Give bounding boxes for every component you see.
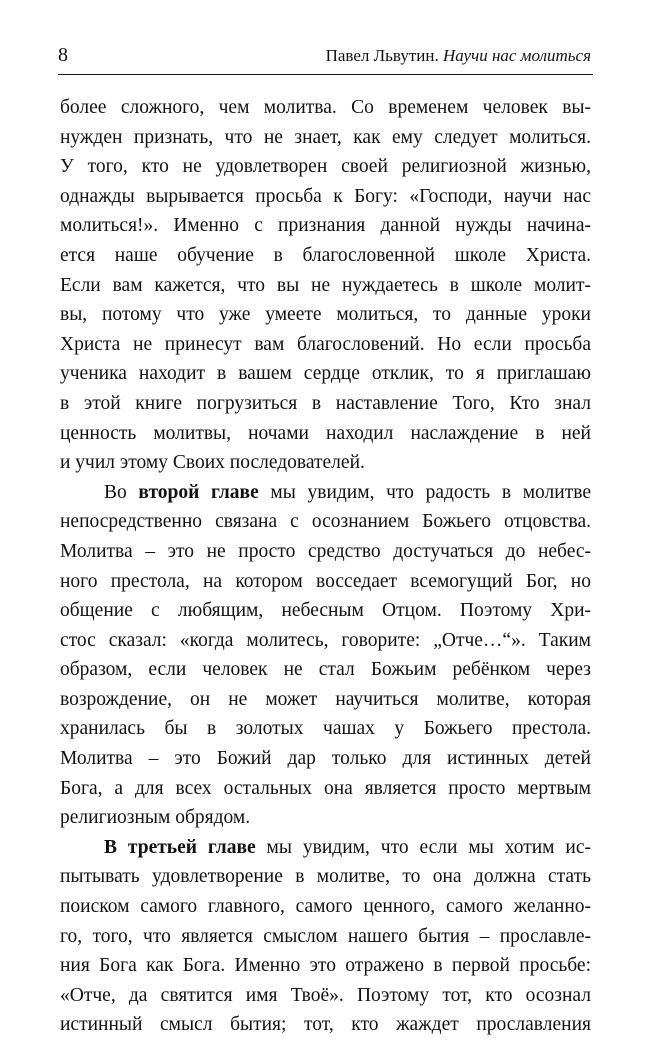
text-line: непосредственно связана с осознанием Божьего отцовства. xyxy=(60,511,591,533)
chapter-reference: В третьей главе xyxy=(104,836,256,858)
text-line: в этой книге погрузиться в наставление Того, Кто знал xyxy=(60,392,591,414)
text-line: го, того, что является смыслом нашего бытия – прославле- xyxy=(60,925,591,947)
header-rule xyxy=(58,74,593,75)
text-line: религиозным обрядом. xyxy=(60,807,251,829)
text-line: стос сказал: «когда молитесь, говорите: „Отче…“». Таким xyxy=(60,629,591,651)
text-line: ется наше обучение в благословенной школе Христа. xyxy=(60,244,591,266)
text-line: возрождение, он не может научиться молитве, которая xyxy=(60,688,591,710)
text-line: образом, если человек не стал Божьим ребёнком через xyxy=(60,659,591,681)
text-line: общение с любящим, небесным Отцом. Поэтому Хри- xyxy=(60,600,591,622)
page-number: 8 xyxy=(58,44,68,66)
text-run: мы увидим, что радость в молитве xyxy=(258,481,591,503)
chapter-reference: второй главе xyxy=(138,481,259,503)
paragraph-2 xyxy=(60,478,591,833)
running-title xyxy=(326,44,591,68)
text-line xyxy=(60,833,591,863)
text-line: и учил этому Своих последователей. xyxy=(60,452,365,474)
text-run: мы увидим, что если мы хотим ис- xyxy=(255,836,591,858)
paragraph-3 xyxy=(60,833,591,1040)
text-line: ученика находит в вашем сердце отклик, то я приглашаю xyxy=(60,363,591,385)
text-line: Молитва – это Божий дар только для истинных детей xyxy=(60,748,591,770)
author-name: Павел Львутин. xyxy=(325,46,439,65)
running-header xyxy=(58,42,591,72)
text-line: более сложного, чем молитва. Со временем человек вы- xyxy=(60,97,591,118)
text-line: Молитва – это не просто средство достучаться до небес- xyxy=(60,540,591,562)
text-line: Если вам кажется, что вы не нуждаетесь в школе молит- xyxy=(60,274,591,296)
text-line: молиться!». Именно с признания данной нужды начина- xyxy=(60,215,591,237)
text-line: истинный смысл бытия; тот, кто жаждет прославления xyxy=(60,1014,591,1036)
text-line xyxy=(60,478,591,508)
text-line: однажды вырывается просьба к Богу: «Господи, научи нас xyxy=(60,185,591,207)
text-line: ния Бога как Бога. Именно это отражено в первой просьбе: xyxy=(60,955,591,977)
text-line: ценность молитвы, ночами находил наслаждение в ней xyxy=(60,422,591,444)
text-line: вы, потому что уже умеете молиться, то данные уроки xyxy=(60,304,591,326)
text-line: Христа не принесут вам благословений. Но если просьба xyxy=(60,333,591,355)
text-line: хранилась бы в золотых чашах у Божьего престола. xyxy=(60,718,591,740)
text-line: Бога, а для всех остальных она является просто мертвым xyxy=(60,777,591,799)
body-text xyxy=(60,93,591,1040)
text-line: нужден признать, что не знает, как ему следует молиться. xyxy=(60,126,591,148)
text-line: «Отче, да святится имя Твоё». Поэтому тот, кто осознал xyxy=(60,984,591,1006)
text-line: поиском самого главного, самого ценного, самого желанно- xyxy=(60,896,591,918)
text-line: У того, кто не удовлетворен своей религиозной жизнью, xyxy=(60,156,591,178)
book-title: Научи нас молиться xyxy=(443,46,591,65)
paragraph-1 xyxy=(60,93,591,478)
text-run: Во xyxy=(104,481,139,503)
text-line: пытывать удовлетворение в молитве, то она должна стать xyxy=(60,866,591,888)
text-line: ного престола, на котором восседает всемогущий Бог, но xyxy=(60,570,591,592)
